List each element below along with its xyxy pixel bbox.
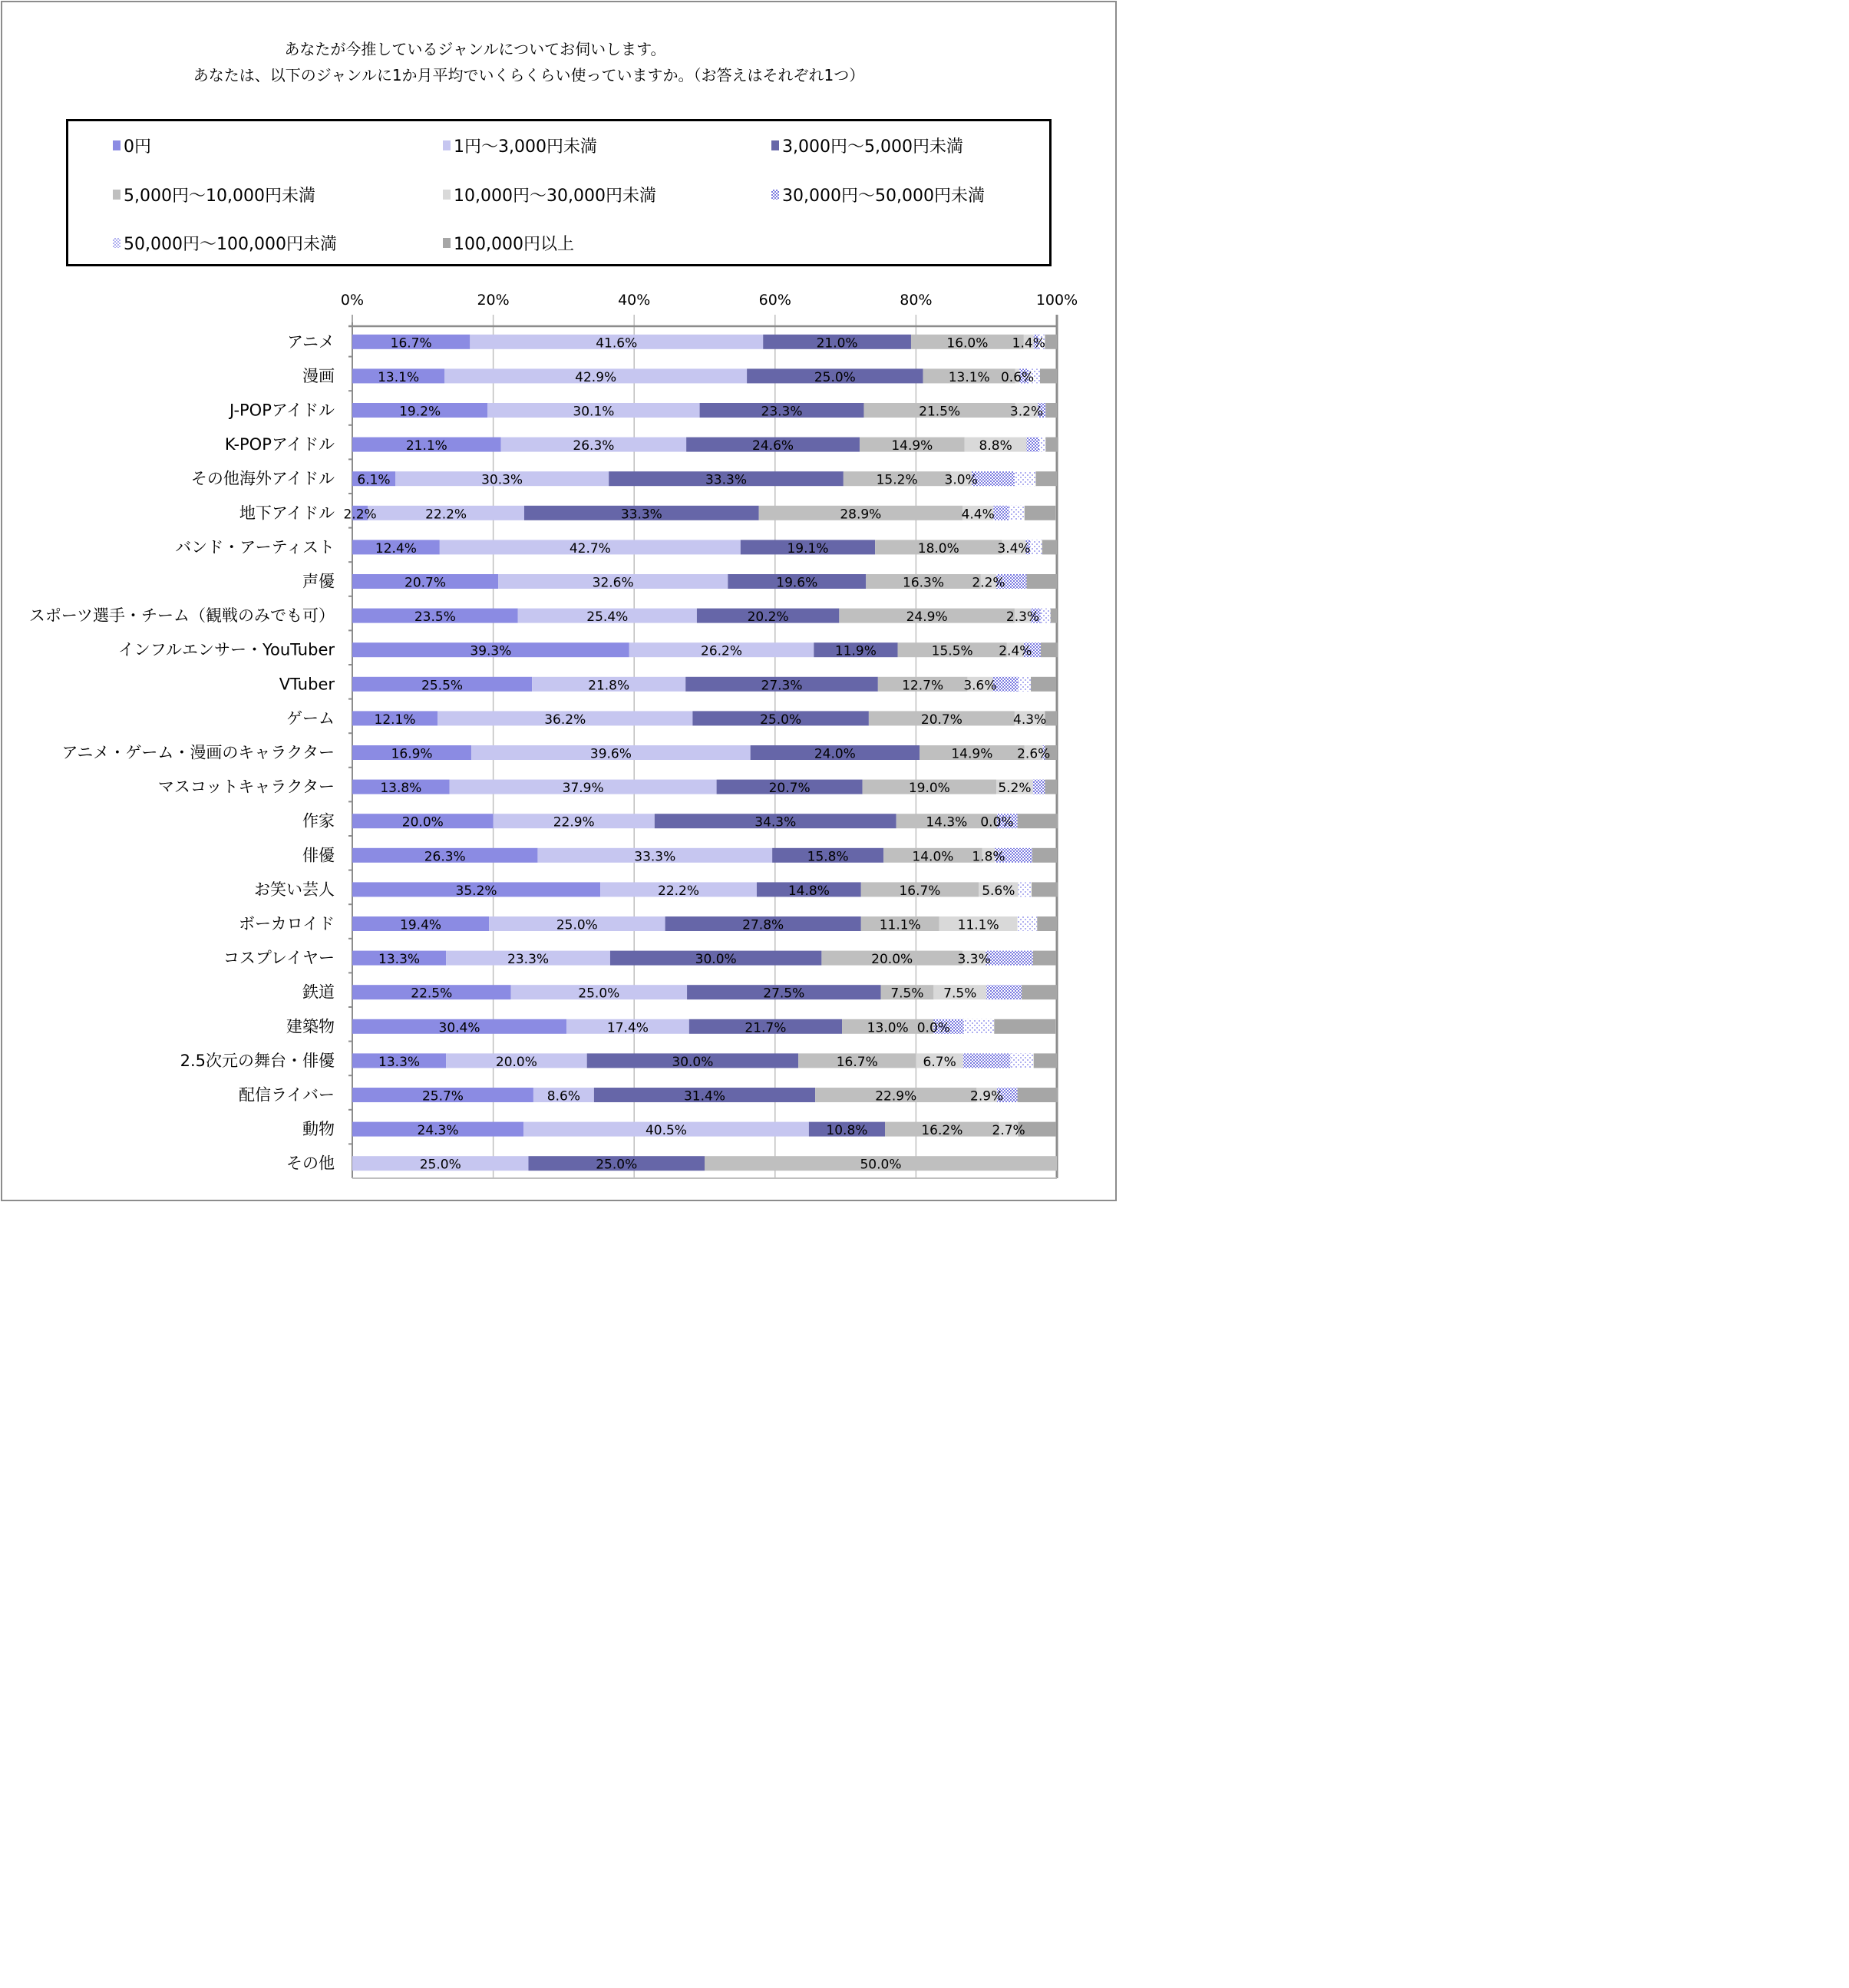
bar-segment	[1033, 951, 1056, 966]
x-tick-label: 20%	[477, 292, 510, 309]
data-label: 42.7%	[569, 540, 611, 556]
data-label: 39.6%	[589, 746, 632, 762]
data-label: 16.7%	[836, 1054, 878, 1070]
data-label: 25.0%	[578, 986, 620, 1002]
data-label: 2.9%	[970, 1088, 1004, 1105]
data-label: 27.5%	[763, 986, 805, 1002]
data-label: 25.0%	[814, 369, 856, 385]
bar-segment	[986, 985, 1022, 999]
category-label: マスコットキャラクター	[157, 778, 335, 797]
data-label: 13.3%	[378, 1054, 421, 1070]
data-label: 27.3%	[761, 678, 803, 694]
bar-segment	[1051, 609, 1057, 623]
legend-label: 30,000円～50,000円未満	[782, 187, 985, 206]
category-label: 作家	[302, 811, 335, 831]
x-tick-label: 40%	[618, 292, 651, 309]
data-label: 30.4%	[438, 1020, 480, 1036]
data-label: 4.4%	[961, 507, 995, 523]
category-label: J-POPアイドル	[229, 401, 335, 420]
data-label: 41.6%	[596, 335, 638, 352]
bar-segment	[1039, 438, 1045, 452]
data-label: 23.3%	[761, 404, 803, 420]
data-label: 3.3%	[957, 952, 991, 968]
data-label: 15.8%	[807, 849, 849, 865]
data-label: 28.9%	[840, 507, 882, 523]
data-label: 22.2%	[658, 883, 700, 899]
data-label: 17.4%	[606, 1020, 649, 1036]
data-label: 35.2%	[455, 883, 497, 899]
bar-segment	[1027, 438, 1040, 452]
data-label: 1.8%	[972, 849, 1005, 865]
legend-label: 1円～3,000円未満	[454, 137, 597, 157]
data-label: 13.8%	[380, 781, 422, 797]
bar-segment	[1041, 609, 1051, 623]
data-label: 39.3%	[470, 643, 512, 659]
data-label: 26.3%	[424, 849, 466, 865]
chart-title: あなたが今推しているジャンルについてお伺いします。	[284, 40, 666, 58]
category-label: VTuber	[279, 675, 335, 694]
x-tick-label: 0%	[340, 292, 365, 309]
data-label: 13.3%	[378, 952, 421, 968]
category-label: 漫画	[302, 366, 335, 385]
x-tick-label: 80%	[900, 292, 933, 309]
bar-segment	[1009, 506, 1025, 520]
data-label: 37.9%	[562, 781, 604, 797]
category-label: 声優	[302, 572, 335, 591]
data-label: 1.4%	[1012, 335, 1045, 352]
bar-segment	[964, 1019, 994, 1034]
data-label: 22.5%	[411, 986, 453, 1002]
data-label: 3.2%	[1009, 404, 1044, 420]
data-label: 11.1%	[957, 917, 999, 933]
bar-segment	[1025, 506, 1055, 520]
data-label: 21.7%	[745, 1020, 787, 1036]
data-label: 33.3%	[620, 507, 662, 523]
data-label: 31.4%	[683, 1088, 726, 1105]
category-label: アニメ	[287, 332, 335, 352]
data-label: 22.9%	[875, 1088, 917, 1105]
x-tick-label: 100%	[1035, 292, 1078, 309]
category-label: ボーカロイド	[239, 914, 335, 933]
bar-segment	[994, 1019, 1055, 1034]
data-label: 14.3%	[926, 814, 968, 831]
bar-segment	[1018, 814, 1058, 828]
legend-label: 100,000円以上	[454, 235, 574, 254]
data-label: 23.5%	[414, 609, 456, 626]
data-label: 24.0%	[814, 746, 856, 762]
bar-segment	[1034, 1053, 1057, 1068]
bar-segment	[963, 1053, 1011, 1068]
data-label: 2.6%	[1017, 746, 1051, 762]
data-label: 2.7%	[992, 1123, 1025, 1139]
data-label: 30.3%	[481, 472, 523, 488]
category-label: 2.5次元の舞台・俳優	[180, 1051, 335, 1070]
data-label: 24.3%	[417, 1123, 459, 1139]
data-label: 20.0%	[401, 814, 444, 831]
data-label: 15.5%	[931, 643, 973, 659]
data-label: 19.0%	[908, 781, 950, 797]
data-label: 16.3%	[903, 575, 945, 591]
category-label: バンド・アーティスト	[175, 537, 335, 556]
stacked-bar-chart	[0, 0, 1119, 1204]
bar-segment	[1027, 574, 1057, 589]
data-label: 25.0%	[760, 712, 802, 728]
bar-segment	[1041, 642, 1058, 657]
legend-label: 0円	[124, 137, 151, 157]
data-label: 22.9%	[553, 814, 595, 831]
data-label: 16.0%	[946, 335, 989, 352]
data-label: 18.0%	[917, 540, 959, 556]
category-label: 地下アイドル	[239, 504, 335, 523]
category-label: 鉄道	[302, 982, 335, 1002]
data-label: 19.4%	[400, 917, 442, 933]
data-label: 7.5%	[890, 986, 924, 1002]
category-label: コスプレイヤー	[223, 949, 335, 968]
legend-label: 50,000円～100,000円未満	[124, 235, 337, 254]
data-label: 0.6%	[1000, 369, 1035, 385]
category-label: スポーツ選手・チーム（観戦のみでも可）	[28, 606, 335, 626]
bar-segment	[1045, 780, 1057, 794]
data-label: 6.7%	[923, 1054, 956, 1070]
data-label: 21.5%	[919, 404, 961, 420]
data-label: 16.7%	[899, 883, 941, 899]
data-label: 30.0%	[672, 1054, 714, 1070]
category-label: 配信ライバー	[239, 1085, 335, 1105]
chart-subtitle: あなたは、以下のジャンルに1か月平均でいくらくらい使っていますか。（お答えはそれぞれ1つ）	[193, 66, 865, 84]
data-label: 20.7%	[920, 712, 962, 728]
data-label: 13.1%	[378, 369, 420, 385]
data-label: 25.0%	[556, 917, 598, 933]
bar-segment	[1037, 916, 1057, 931]
bar-segment	[1042, 540, 1057, 554]
data-label: 24.9%	[906, 609, 948, 626]
category-label: K-POPアイドル	[224, 435, 335, 454]
bar-segment	[1031, 677, 1056, 692]
data-label: 30.0%	[695, 952, 737, 968]
bar-segment	[1022, 985, 1057, 999]
data-label: 3.0%	[944, 472, 978, 488]
data-label: 19.2%	[399, 404, 441, 420]
bar-segment	[1019, 677, 1032, 692]
bar-segment	[993, 506, 1009, 520]
legend-label: 3,000円～5,000円未満	[782, 137, 963, 157]
legend-label: 5,000円～10,000円未満	[124, 187, 315, 206]
data-label: 21.0%	[816, 335, 858, 352]
category-label: その他海外アイドル	[190, 469, 335, 488]
data-label: 4.3%	[1013, 712, 1047, 728]
data-label: 42.9%	[575, 369, 617, 385]
data-label: 2.2%	[343, 507, 377, 523]
data-label: 0.0%	[916, 1020, 950, 1036]
data-label: 6.1%	[357, 472, 391, 488]
category-label: インフルエンサー・YouTuber	[117, 640, 335, 659]
bar-segment	[1045, 403, 1057, 418]
data-label: 25.4%	[586, 609, 629, 626]
data-label: 8.8%	[979, 438, 1012, 454]
data-label: 13.0%	[867, 1020, 909, 1036]
data-label: 19.6%	[776, 575, 818, 591]
data-label: 20.2%	[747, 609, 789, 626]
data-label: 5.6%	[982, 883, 1015, 899]
data-label: 32.6%	[592, 575, 634, 591]
data-label: 30.1%	[573, 404, 615, 420]
data-label: 11.1%	[879, 917, 921, 933]
data-label: 25.7%	[421, 1088, 464, 1105]
data-label: 20.0%	[871, 952, 913, 968]
bar-segment	[1035, 471, 1057, 486]
category-label: 動物	[302, 1120, 335, 1139]
data-label: 14.8%	[787, 883, 830, 899]
data-label: 25.0%	[419, 1157, 461, 1173]
bar-segment	[1019, 882, 1032, 897]
bar-segment	[1015, 471, 1036, 486]
data-label: 50.0%	[860, 1157, 902, 1173]
data-label: 10.8%	[826, 1123, 868, 1139]
bar-segment	[1018, 916, 1038, 931]
bar-segment	[1040, 368, 1057, 383]
data-label: 40.5%	[645, 1123, 687, 1139]
data-label: 7.5%	[943, 986, 977, 1002]
data-label: 25.0%	[596, 1157, 638, 1173]
category-label: お笑い芸人	[254, 880, 335, 899]
data-label: 13.1%	[948, 369, 990, 385]
data-label: 3.4%	[997, 540, 1031, 556]
data-label: 3.6%	[963, 678, 997, 694]
data-label: 34.3%	[754, 814, 797, 831]
bar-segment	[972, 471, 1015, 486]
data-label: 19.1%	[787, 540, 829, 556]
data-label: 5.2%	[998, 781, 1032, 797]
data-label: 8.6%	[546, 1088, 581, 1105]
category-label: 俳優	[302, 846, 335, 865]
data-label: 21.1%	[405, 438, 447, 454]
data-label: 15.2%	[876, 472, 918, 488]
data-label: 33.3%	[634, 849, 676, 865]
data-label: 20.7%	[768, 781, 811, 797]
data-label: 26.2%	[701, 643, 743, 659]
data-label: 12.1%	[374, 712, 416, 728]
data-label: 26.3%	[573, 438, 615, 454]
bar-segment	[1018, 1088, 1058, 1102]
data-label: 25.5%	[421, 678, 464, 694]
bar-segment	[1033, 780, 1045, 794]
data-label: 14.9%	[891, 438, 933, 454]
data-label: 11.9%	[834, 643, 877, 659]
data-label: 20.0%	[495, 1054, 537, 1070]
bar-segment	[1045, 335, 1057, 349]
data-label: 14.0%	[912, 849, 954, 865]
bar-segment	[986, 951, 1033, 966]
bar-segment	[1032, 882, 1058, 897]
category-label: アニメ・ゲーム・漫画のキャラクター	[61, 743, 335, 762]
data-label: 16.2%	[921, 1123, 963, 1139]
data-label: 2.2%	[972, 575, 1005, 591]
category-label: ゲーム	[286, 708, 335, 728]
data-label: 12.4%	[375, 540, 417, 556]
category-label: その他	[286, 1154, 335, 1173]
data-label: 27.8%	[742, 917, 784, 933]
data-label: 12.7%	[902, 678, 944, 694]
data-label: 2.4%	[999, 643, 1032, 659]
data-label: 33.3%	[705, 472, 748, 488]
bar-segment	[1030, 540, 1042, 554]
data-label: 14.9%	[951, 746, 993, 762]
data-label: 22.2%	[425, 507, 467, 523]
legend-label: 10,000円～30,000円未満	[454, 187, 656, 206]
data-label: 2.3%	[1005, 609, 1040, 626]
bar-segment	[1045, 711, 1057, 725]
data-label: 36.2%	[544, 712, 586, 728]
data-label: 23.3%	[507, 952, 550, 968]
data-label: 16.7%	[390, 335, 432, 352]
bar-segment	[1045, 438, 1058, 452]
data-label: 21.8%	[588, 678, 630, 694]
category-label: 建築物	[286, 1017, 335, 1036]
data-label: 24.6%	[752, 438, 794, 454]
bar-segment	[1032, 848, 1057, 863]
data-label: 16.9%	[391, 746, 433, 762]
bar-segment	[1010, 1053, 1033, 1068]
data-label: 20.7%	[404, 575, 447, 591]
x-tick-label: 60%	[758, 292, 791, 309]
data-label: 0.0%	[980, 814, 1014, 831]
